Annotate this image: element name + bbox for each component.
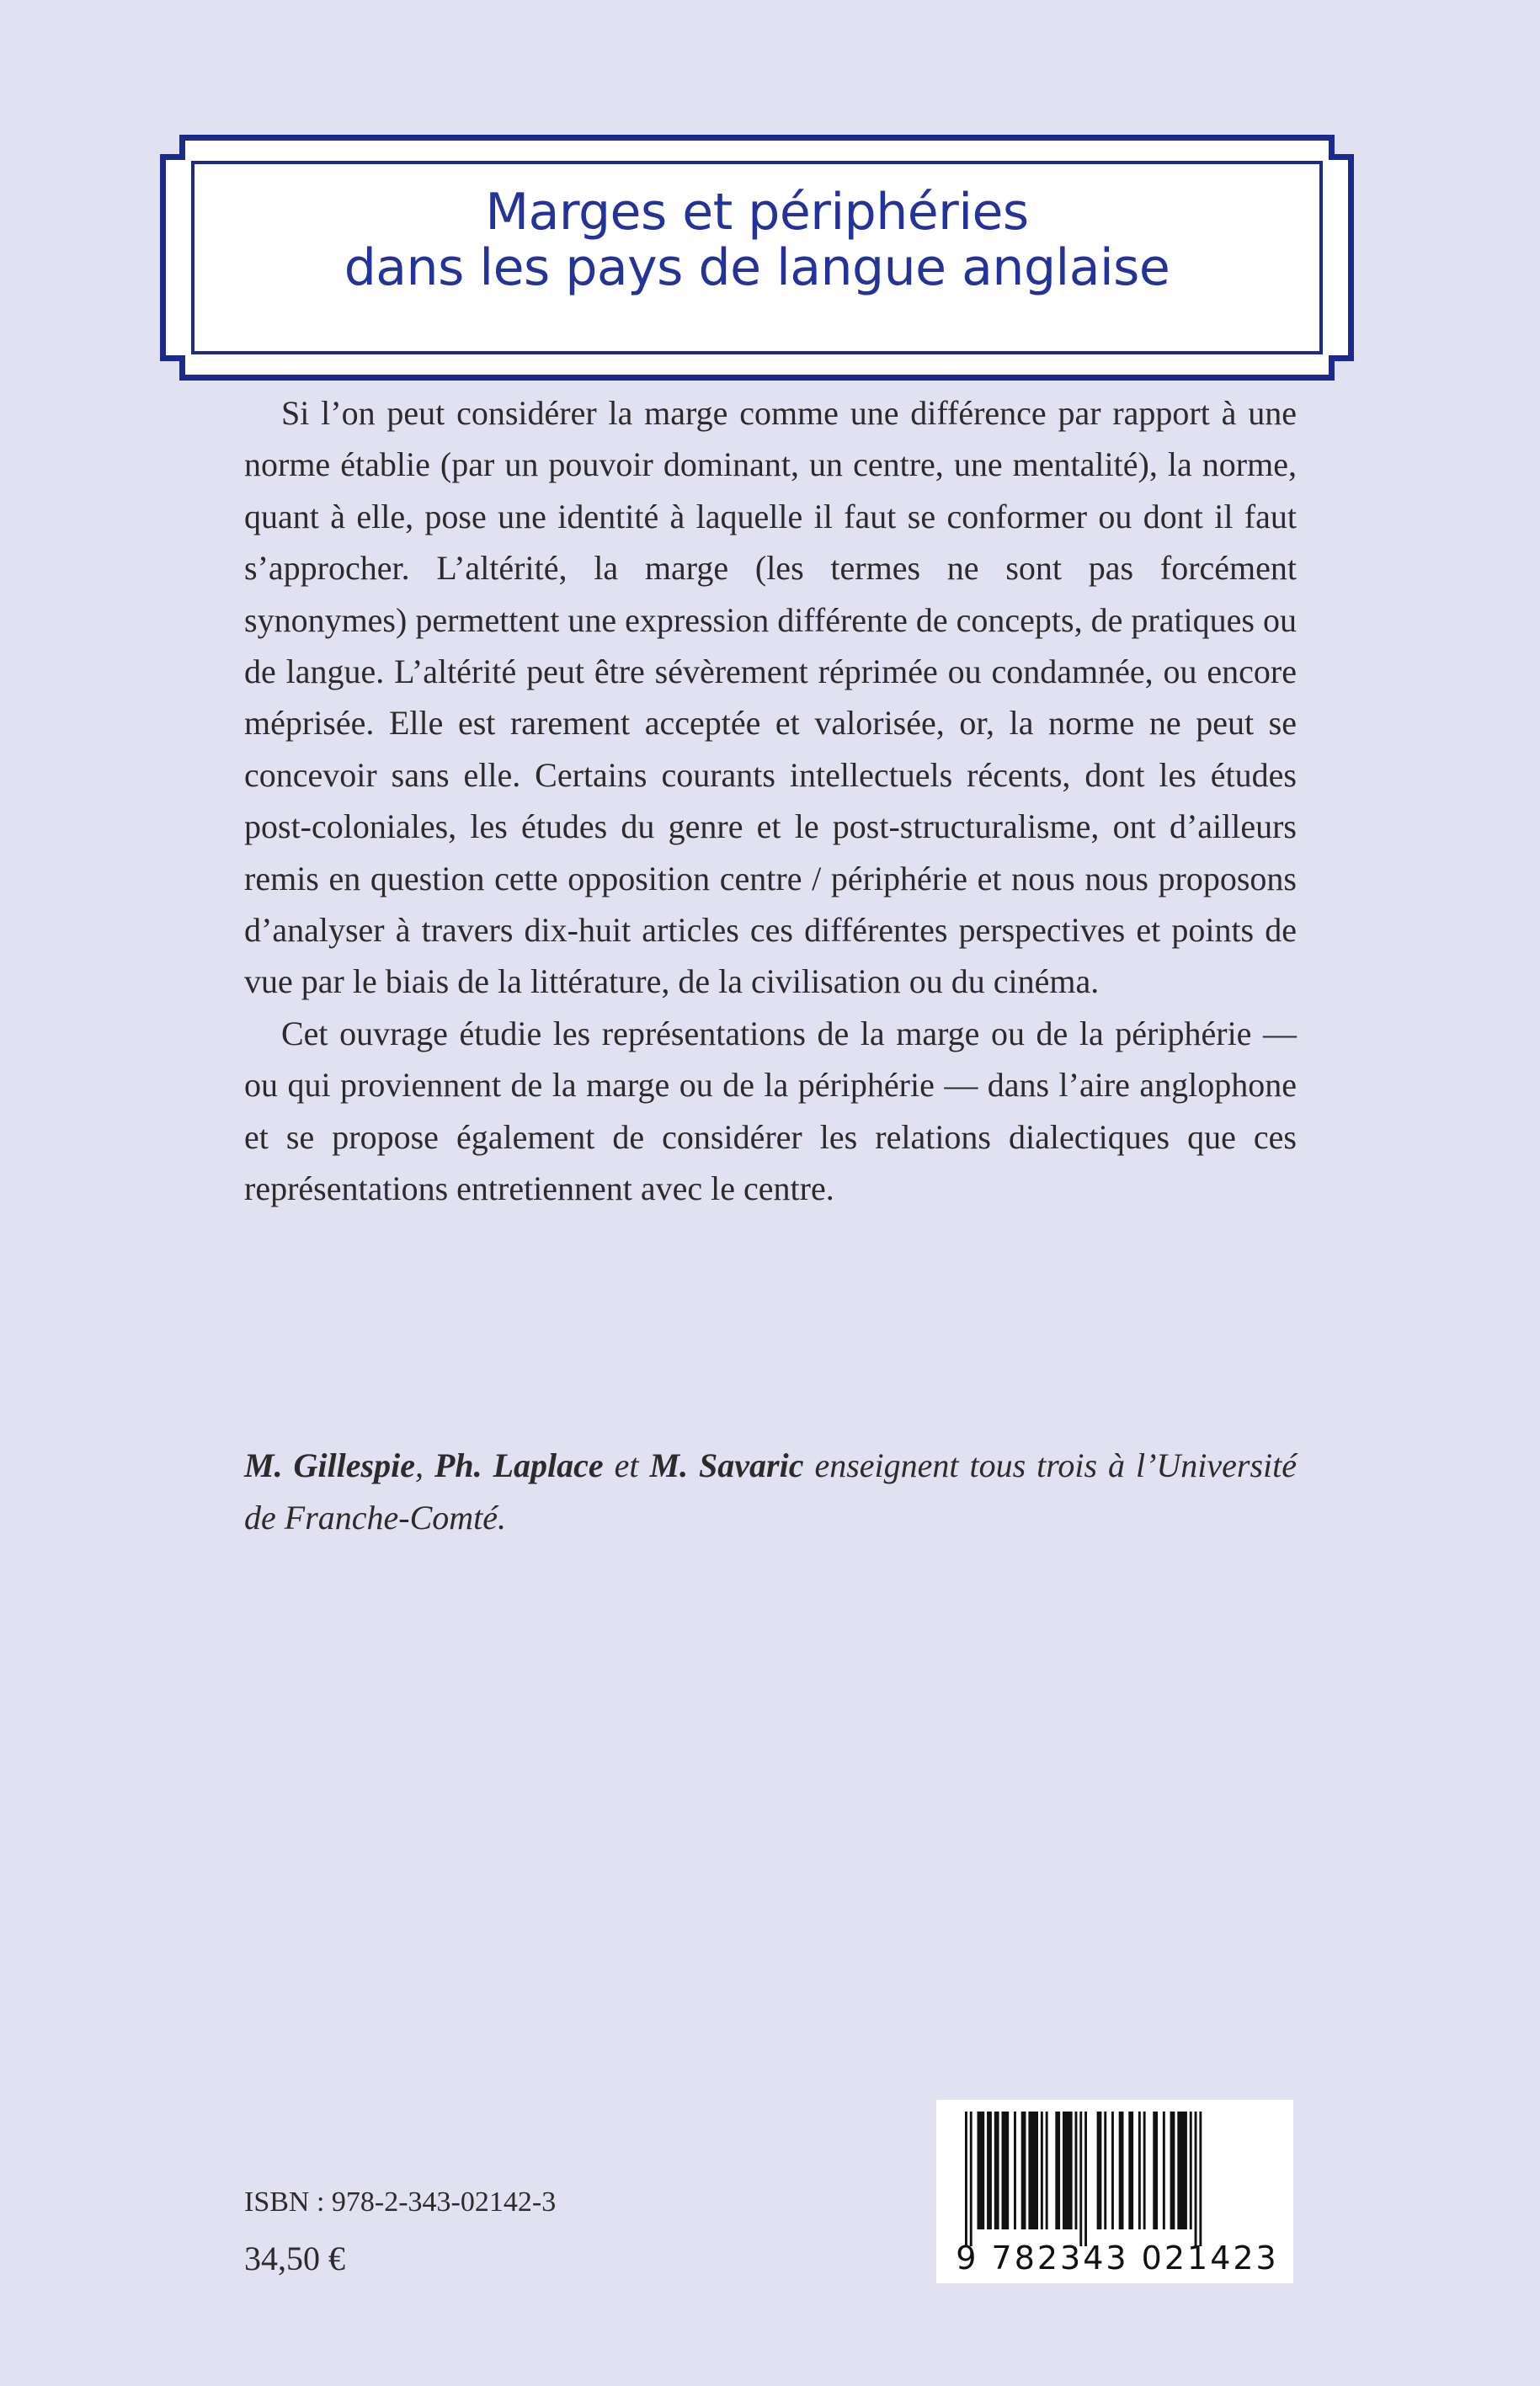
barcode-bar <box>1104 2112 1106 2229</box>
barcode-bar <box>1170 2112 1175 2229</box>
barcode-digits: 9 782343 021423 <box>956 2240 1279 2277</box>
barcode-bar <box>970 2112 972 2246</box>
frame-corner-notch <box>1329 355 1354 381</box>
barcode-bar <box>994 2112 999 2229</box>
barcode-bar <box>1143 2112 1146 2229</box>
author-name: Ph. Laplace <box>434 1446 604 1484</box>
title-frame <box>160 135 1354 381</box>
authors-affiliation: enseignent tous trois à l’Université de Franche-Comté. <box>244 1446 1298 1537</box>
barcode <box>936 2100 1293 2283</box>
barcode-bar <box>1002 2112 1010 2229</box>
barcode-bar <box>1177 2112 1187 2229</box>
book-title <box>166 184 1348 296</box>
barcode-bar <box>965 2112 967 2246</box>
barcode-bar <box>1075 2112 1078 2229</box>
barcode-bar <box>1128 2112 1133 2229</box>
blurb <box>244 387 1297 1215</box>
barcode-bar <box>1097 2112 1102 2229</box>
frame-corner-notch <box>1329 135 1354 160</box>
author-name: M. Gillespie <box>244 1446 415 1484</box>
barcode-bar <box>1163 2112 1165 2229</box>
barcode-bar <box>1138 2112 1141 2229</box>
blurb-paragraph-2: Cet ouvrage étudie les représentations de la marge ou de la périphérie — ou qui proviennent de la marge ou de la périphérie — dans l’aire anglophone et se propose également de considérer les relations dialectiques que ces représentations entretiennent avec le centre. <box>244 1014 1297 1208</box>
barcode-bar <box>978 2112 985 2229</box>
frame-corner-notch <box>160 135 185 160</box>
author-separator: , <box>414 1446 434 1484</box>
title-line-2: dans les pays de langue anglaise <box>344 238 1170 297</box>
barcode-bar <box>1195 2112 1197 2246</box>
barcode-bar <box>1014 2112 1016 2229</box>
barcode-bar <box>1153 2112 1158 2229</box>
barcode-bar <box>1021 2112 1026 2229</box>
barcode-bar <box>1041 2112 1043 2229</box>
barcode-bar <box>1055 2112 1060 2229</box>
barcode-bar <box>1190 2112 1192 2229</box>
title-line-1: Marges et périphéries <box>485 183 1029 242</box>
barcode-bar <box>1079 2112 1082 2246</box>
price: 34,50 € <box>244 2240 345 2277</box>
blurb-paragraph-1: Si l’on peut considérer la marge comme une différence par rapport à une norme établie (par un pouvoir dominant, un centre, une mentalité), la norme, quant à elle, pose une identité à laquelle il faut se conformer ou dont il faut s’approcher. L’altérité, la marge (les termes ne sont pas forcément synonymes) permettent une expression différente de concepts, de pratiques ou de langue. L’altérité peut être sévèrement réprimée ou condamnée, ou encore méprisée. Elle est rarement acceptée et valorisée, or, la norme ne peut se concevoir sans elle. Certains courants intellectuels récents, dont les études post-coloniales, les études du genre et le post-structuralisme, ont d’ailleurs remis en question cette opposition centre / périphérie et nous nous proposons d’analyser à travers dix-huit articles ces différentes perspectives et points de vue par le biais de la littérature, de la civilisation ou du cinéma. <box>244 394 1297 1001</box>
barcode-bar <box>1119 2112 1124 2229</box>
barcode-bar <box>1063 2112 1073 2229</box>
authors-note <box>244 1440 1297 1544</box>
barcode-bar <box>1028 2112 1038 2229</box>
isbn: ISBN : 978-2-343-02142-3 <box>244 2186 557 2218</box>
barcode-bar <box>1046 2112 1048 2229</box>
barcode-bar <box>1199 2112 1202 2246</box>
barcode-bar <box>987 2112 992 2229</box>
frame-corner-notch <box>160 355 185 381</box>
author-name: M. Savaric <box>649 1446 804 1484</box>
barcode-bar <box>1111 2112 1114 2229</box>
barcode-bar <box>1084 2112 1087 2246</box>
author-conjunction: et <box>603 1446 650 1484</box>
